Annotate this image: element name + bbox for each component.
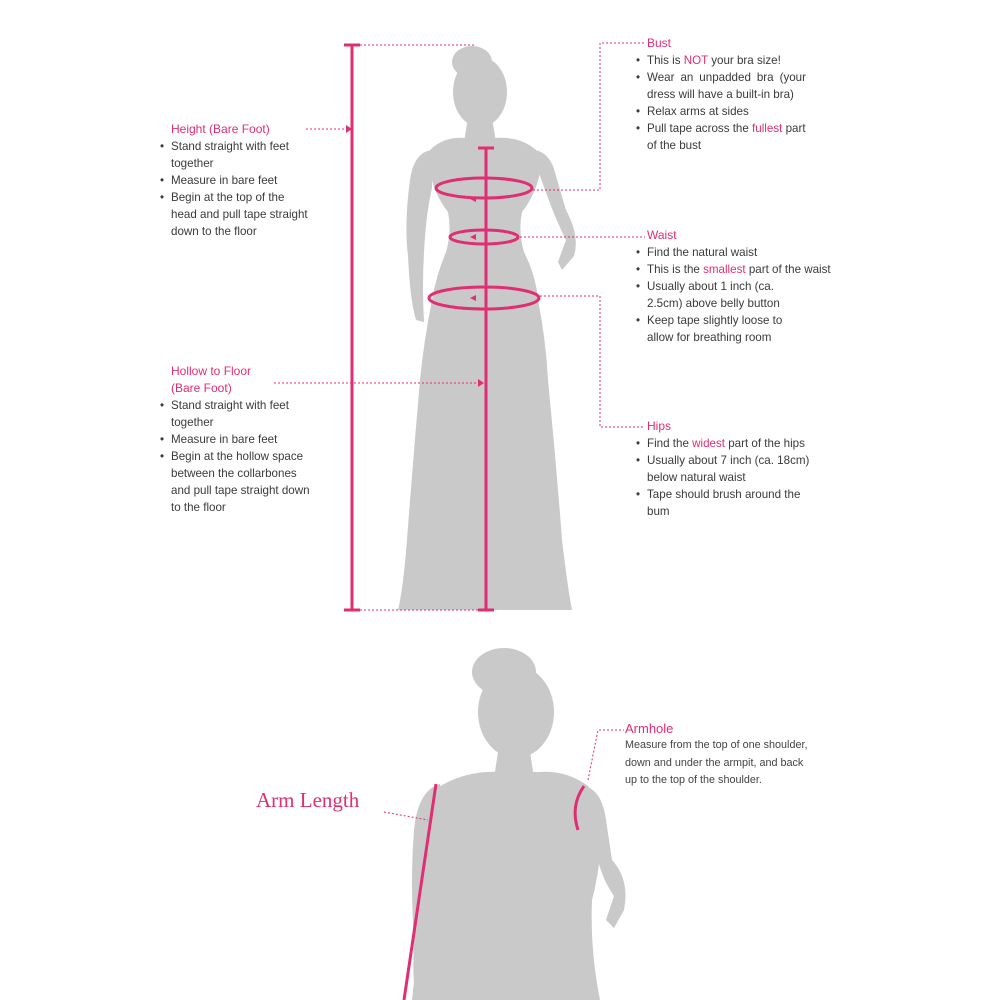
head-2 — [478, 666, 554, 758]
hollow-title — [171, 363, 310, 397]
waist-bullets — [636, 244, 836, 346]
right-arm — [532, 150, 576, 270]
list-item: • This is NOT your bra size! — [636, 52, 806, 69]
list-item: • Stand straight with feet together — [160, 397, 310, 431]
list-item: • Begin at the top of the head and pull tape straight down to the floor — [160, 189, 310, 240]
list-item: • Begin at the hollow space between the collarbones and pull tape straight down to the floor — [160, 448, 310, 516]
highlight-text: NOT — [683, 54, 708, 67]
list-item: • Measure in bare feet — [160, 431, 310, 448]
waist-title: Waist — [647, 228, 677, 242]
armhole-note: Measure from the top of one shoulder, down and under the armpit, and back up to the top of the shoulder. — [625, 739, 808, 786]
hollow-bullets — [160, 397, 310, 516]
height-bullets — [160, 138, 310, 240]
torso-2 — [412, 772, 602, 1000]
highlight-text: fullest — [752, 122, 783, 135]
list-item: • Find the natural waist — [636, 244, 836, 261]
arm-length-title: Arm Length — [256, 788, 360, 812]
list-item: • Keep tape slightly loose to allow for breathing room — [636, 312, 836, 346]
hollow-title-line1: Hollow to Floor — [171, 364, 252, 378]
bust-title: Bust — [647, 36, 672, 50]
bust-block — [636, 35, 806, 154]
hollow-block — [160, 363, 310, 516]
list-item: • Wear an unpadded bra (your dress will have a built-in bra) — [636, 69, 806, 103]
height-block — [160, 121, 310, 240]
list-item: • Tape should brush around the bum — [636, 486, 816, 520]
hips-bullets — [636, 435, 816, 520]
list-item: • Find the widest part of the hips — [636, 435, 816, 452]
list-item: • Relax arms at sides — [636, 103, 806, 120]
head — [453, 57, 507, 127]
height-title: Height (Bare Foot) — [171, 122, 270, 136]
hollow-title-line2: (Bare Foot) — [171, 381, 232, 395]
list-item: • Measure in bare feet — [160, 172, 310, 189]
armhole-title: Armhole — [625, 721, 674, 736]
highlight-text: smallest — [703, 263, 746, 276]
list-item: • Usually about 1 inch (ca. 2.5cm) above belly button — [636, 278, 836, 312]
body-silhouette-upper — [412, 648, 626, 1000]
bust-bullets — [636, 52, 806, 154]
hips-block — [636, 418, 816, 520]
hips-title: Hips — [647, 419, 672, 433]
list-item: • Pull tape across the fullest part of the bust — [636, 120, 806, 154]
list-item: • Stand straight with feet together — [160, 138, 310, 172]
highlight-text: widest — [692, 437, 725, 450]
list-item: • This is the smallest part of the waist — [636, 261, 836, 278]
armhole-block — [625, 720, 810, 790]
list-item: • Usually about 7 inch (ca. 18cm) below natural waist — [636, 452, 816, 486]
waist-block — [636, 227, 836, 346]
